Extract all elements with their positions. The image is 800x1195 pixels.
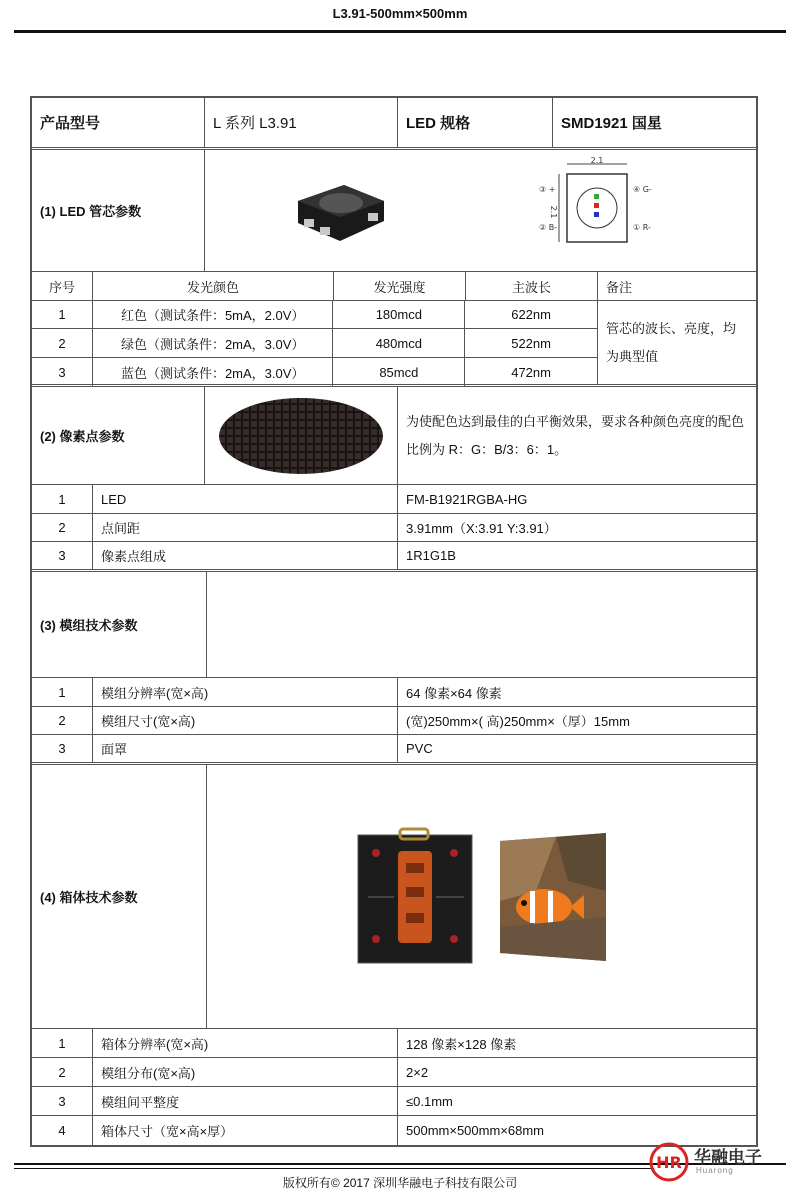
table-row: 3 面罩 PVC bbox=[32, 735, 756, 765]
logo-name: 华融电子 bbox=[694, 1148, 762, 1167]
table-row: 2 绿色（测试条件：2mA，3.0V） 480mcd 522nm bbox=[32, 329, 597, 358]
table-row: 4 箱体尺寸（宽×高×厚） 500mm×500mm×68mm bbox=[32, 1116, 756, 1145]
cabinet-section-header bbox=[32, 765, 756, 1029]
module-section-title: (3) 模组技术参数 bbox=[32, 572, 207, 677]
col-header-intensity: 发光强度 bbox=[334, 272, 466, 300]
table-row: 1 箱体分辨率(宽×高) 128 像素×128 像素 bbox=[32, 1029, 756, 1058]
table-row: 2 模组分布(宽×高) 2×2 bbox=[32, 1058, 756, 1087]
col-header-color: 发光颜色 bbox=[93, 272, 334, 300]
module-section-header bbox=[32, 572, 756, 678]
footer-divider-thin bbox=[14, 1168, 654, 1169]
model-label: 产品型号 bbox=[32, 98, 205, 147]
col-header-wavelength: 主波长 bbox=[466, 272, 598, 300]
svg-text:④ G-: ④ G- bbox=[632, 184, 652, 194]
table-row: 1 LED FM-B1921RGBA-HG bbox=[32, 485, 756, 514]
model-value: L 系列 L3.91 bbox=[205, 98, 398, 147]
svg-text:③ +: ③ + bbox=[538, 184, 556, 194]
product-row bbox=[32, 98, 756, 150]
led-pinout-diagram bbox=[537, 156, 677, 266]
pixel-section-header bbox=[32, 387, 756, 485]
cabinet-back-image bbox=[354, 827, 478, 967]
col-header-note: 备注 bbox=[606, 279, 633, 295]
svg-text:2.1: 2.1 bbox=[548, 205, 558, 218]
led-spec-label: LED 规格 bbox=[398, 98, 553, 147]
cabinet-section-title: (4) 箱体技术参数 bbox=[32, 765, 207, 1028]
pixel-section-title: (2) 像素点参数 bbox=[32, 387, 205, 484]
svg-text:① R-: ① R- bbox=[632, 222, 651, 232]
led-section-header bbox=[32, 150, 756, 272]
table-row: 2 模组尺寸(宽×高) (宽)250mm×( 高)250mm×（厚）15mm bbox=[32, 707, 756, 735]
led-spec-value: SMD1921 国星 bbox=[561, 115, 662, 132]
svg-text:② B-: ② B- bbox=[538, 222, 557, 232]
table-row: 3 蓝色（测试条件：2mA，3.0V） 85mcd 472nm bbox=[32, 358, 597, 386]
hr-logo-icon bbox=[648, 1141, 690, 1183]
cabinet-front-image bbox=[496, 831, 610, 963]
svg-text:2.1: 2.1 bbox=[590, 155, 604, 165]
page-title: L3.91-500mm×500mm bbox=[332, 6, 468, 21]
pixel-description: 为使配色达到最佳的白平衡效果，要求各种颜色亮度的配色比例为 R：G：B/3：6：1。 bbox=[406, 413, 745, 457]
led-table-header bbox=[32, 272, 756, 301]
header-divider bbox=[14, 30, 786, 33]
logo-sub: Huarong bbox=[696, 1166, 734, 1175]
col-header-no: 序号 bbox=[32, 272, 93, 300]
table-row: 3 像素点组成 1R1G1B bbox=[32, 542, 756, 572]
pixel-grid-image bbox=[218, 396, 384, 476]
led-note: 管芯的波长、亮度，均为典型值 bbox=[606, 320, 737, 364]
led-chip-image bbox=[284, 171, 394, 251]
svg-text:HR: HR bbox=[656, 1153, 682, 1172]
led-table-body bbox=[32, 301, 756, 387]
company-logo bbox=[648, 1140, 788, 1184]
spec-sheet-table bbox=[30, 96, 758, 1147]
table-row: 3 模组间平整度 ≤0.1mm bbox=[32, 1087, 756, 1116]
table-row: 2 点间距 3.91mm（X:3.91 Y:3.91） bbox=[32, 514, 756, 542]
table-row: 1 红色（测试条件：5mA，2.0V） 180mcd 622nm bbox=[32, 301, 597, 329]
led-section-title: (1) LED 管芯参数 bbox=[32, 150, 205, 271]
table-row: 1 模组分辨率(宽×高) 64 像素×64 像素 bbox=[32, 678, 756, 707]
copyright-text: 版权所有© 2017 深圳华融电子科技有限公司 bbox=[282, 1176, 518, 1190]
